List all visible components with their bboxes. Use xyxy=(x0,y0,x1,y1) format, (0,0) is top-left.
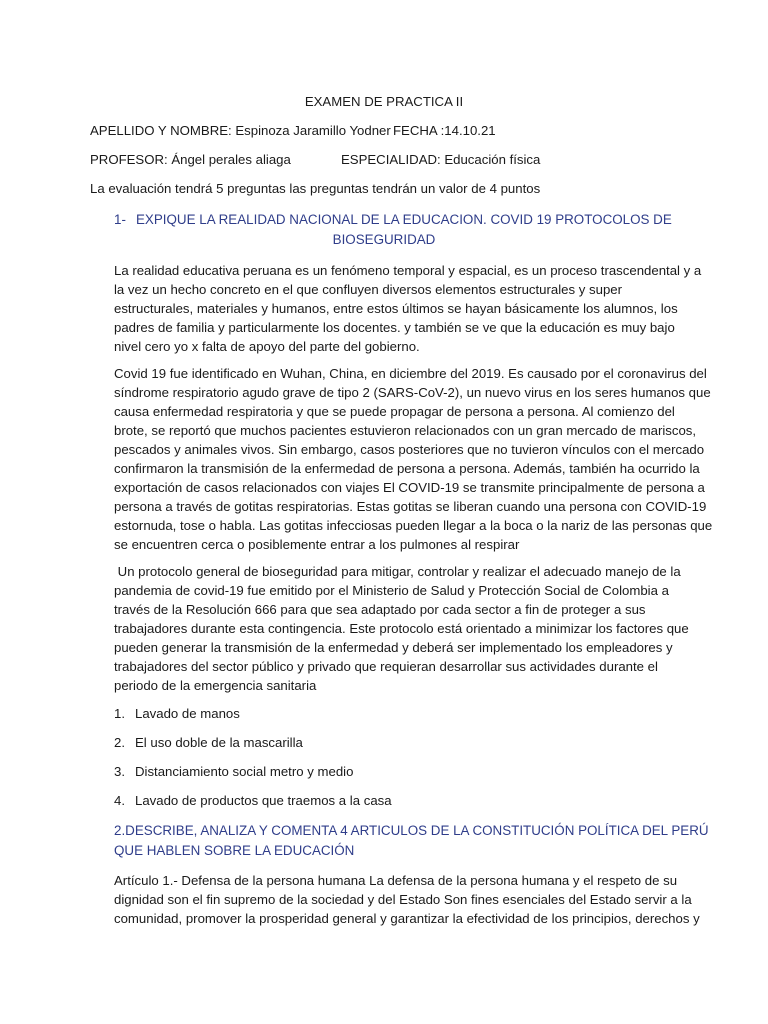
list-item xyxy=(114,791,392,810)
text-line: periodo de la emergencia sanitaria xyxy=(114,678,317,693)
student-name: APELLIDO Y NOMBRE: Espinoza Jaramillo Yodner xyxy=(90,123,391,138)
text-line: La realidad educativa peruana es un fenómeno temporal y espacial, es un proceso trascendental y a xyxy=(114,263,702,278)
text-line: pescados y animales vivos. Sin embargo, casos posteriores que no tuvieron vínculos con el mercado xyxy=(114,442,705,457)
text-line: Un protocolo general de bioseguridad para mitigar, controlar y realizar el adecuado manejo de la xyxy=(114,564,681,579)
list-item xyxy=(114,704,240,723)
list-number: 1. xyxy=(114,706,125,721)
text-line: Artículo 1.- Defensa de la persona humana La defensa de la persona humana y el respeto de su xyxy=(114,873,678,888)
text-line: persona a través de gotitas respiratorias. Estas gotitas se liberan cuando una persona con COVID-19 xyxy=(114,499,707,514)
paragraph-education-reality xyxy=(114,261,702,356)
list-text: Lavado de productos que traemos a la casa xyxy=(135,793,392,808)
list-item xyxy=(114,762,353,781)
exam-date: FECHA :14.10.21 xyxy=(393,123,496,138)
text-line: nivel cero yo x falta de apoyo del parte del gobierno. xyxy=(114,339,420,354)
text-line: padres de familia y particularmente los docentes. y también se ve que la educación es muy bajo xyxy=(114,320,675,335)
text-line: síndrome respiratorio agudo grave de tipo 2 (SARS-CoV-2), un nuevo virus en los seres humanos que xyxy=(114,385,711,400)
text-line: pandemia de covid-19 fue emitido por el Ministerio de Salud y Protección Social de Colombia a xyxy=(114,583,669,598)
exam-intro: La evaluación tendrá 5 preguntas las preguntas tendrán un valor de 4 puntos xyxy=(90,181,541,196)
text-line: estructurales, materiales y humanos, entre estos últimos se hayan básicamente los alumnos, los xyxy=(114,301,678,316)
list-item xyxy=(114,733,303,752)
question-1-heading-line2: BIOSEGURIDAD xyxy=(332,232,436,247)
text-line: estornuda, tose o habla. Las gotitas infecciosas pueden llegar a la boca o la nariz de las personas que xyxy=(114,518,713,533)
text-line: exportación de casos relacionados con viajes El COVID-19 se transmite principalmente de persona a xyxy=(114,480,705,495)
text-line: comunidad, promover la prosperidad general y garantizar la efectividad de los principios, derechos y xyxy=(114,911,700,926)
text-line: se encuentren cerca o posiblemente entrar a los pulmones al respirar xyxy=(114,537,520,552)
text-line: través de la Resolución 666 para que sea adaptado por cada sector a fin de proteger a sus xyxy=(114,602,646,617)
list-text: Distanciamiento social metro y medio xyxy=(135,764,354,779)
text-line: pueden generar la transmisión de la enfermedad y deberá ser implementado los empleadores y xyxy=(114,640,673,655)
specialty: ESPECIALIDAD: Educación física xyxy=(341,152,541,167)
question-1-number: 1- xyxy=(114,212,126,227)
text-line: trabajadores del sector público y privado que requieran desarrollar sus actividades durante el xyxy=(114,659,658,674)
list-number: 4. xyxy=(114,793,125,808)
list-number: 3. xyxy=(114,764,125,779)
paragraph-protocol xyxy=(114,562,689,695)
paragraph-article-1 xyxy=(114,871,700,928)
text-line: la vez un hecho concreto en el que confluyen diversos elementos estructurales y super xyxy=(114,282,623,297)
text-line: trabajadores durante esta contingencia. Este protocolo está orientado a minimizar los factores que xyxy=(114,621,689,636)
text-line: Covid 19 fue identificado en Wuhan, China, en diciembre del 2019. Es causado por el coronavirus del xyxy=(114,366,707,381)
text-line: confirmaron la transmisión de la enfermedad de persona a persona. Además, también ha ocurrido la xyxy=(114,461,700,476)
list-text: El uso doble de la mascarilla xyxy=(135,735,303,750)
list-text: Lavado de manos xyxy=(135,706,240,721)
exam-title: EXAMEN DE PRACTICA II xyxy=(304,94,464,109)
paragraph-covid xyxy=(114,364,713,554)
teacher-name: PROFESOR: Ángel perales aliaga xyxy=(90,152,291,167)
question-1-heading-line1: EXPIQUE LA REALIDAD NACIONAL DE LA EDUCACION. COVID 19 PROTOCOLOS DE xyxy=(136,212,672,227)
text-line: dignidad son el fin supremo de la sociedad y del Estado Son fines esenciales del Estado servir a la xyxy=(114,892,692,907)
question-2-heading-line2: QUE HABLEN SOBRE LA EDUCACIÓN xyxy=(114,843,355,858)
text-line: brote, se reportó que muchos pacientes estuvieron relacionados con un gran mercado de mariscos, xyxy=(114,423,697,438)
list-number: 2. xyxy=(114,735,125,750)
text-line: causa enfermedad respiratoria y que se puede propagar de persona a persona. Al comienzo del xyxy=(114,404,675,419)
question-2-heading-line1: 2.DESCRIBE, ANALIZA Y COMENTA 4 ARTICULOS DE LA CONSTITUCIÓN POLÍTICA DEL PERÚ xyxy=(114,823,709,838)
